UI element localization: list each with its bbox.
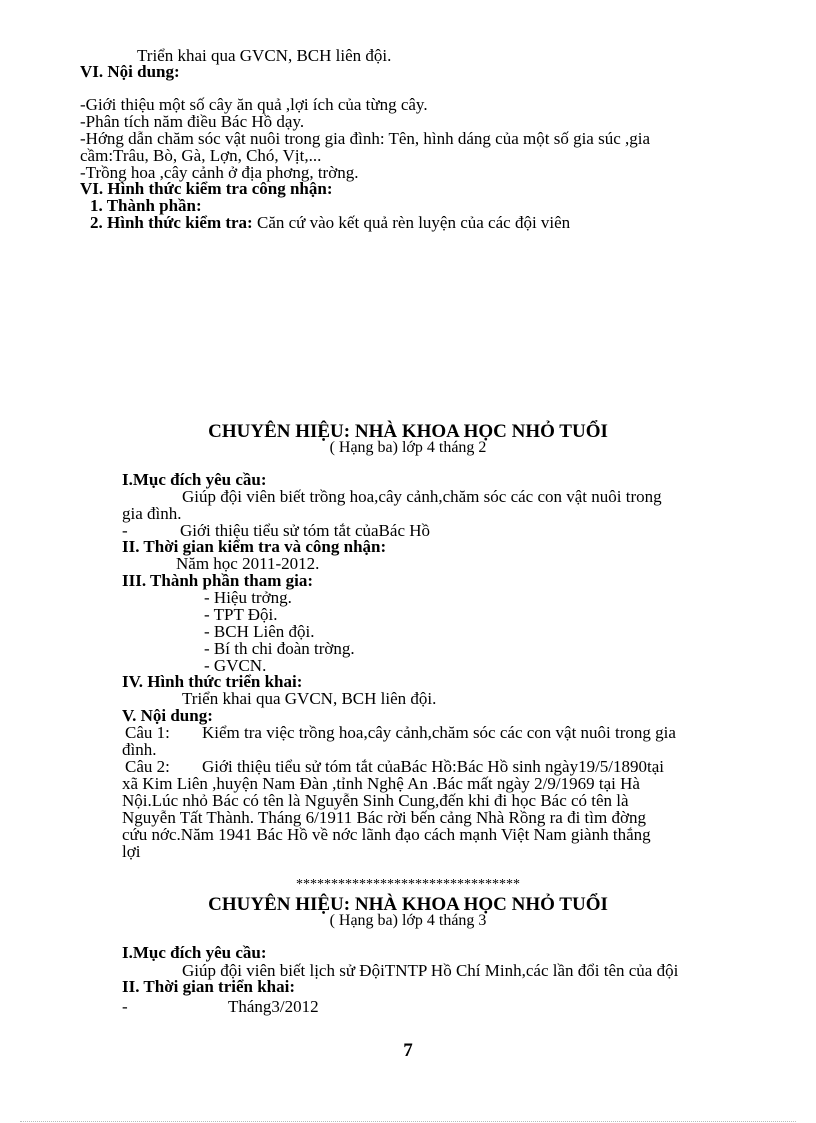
form-heading: VI. Hình thức kiểm tra công nhận: xyxy=(80,179,333,198)
page-edge-divider xyxy=(20,1121,796,1122)
time-text: Tháng3/2012 xyxy=(228,997,319,1016)
question-line: xã Kim Liên ,huyện Nam Đàn ,tỉnh Nghệ An .Bác mất ngày 2/9/1969 tại Hà xyxy=(122,774,640,793)
purpose-line: Giới thiệu tiểu sử tóm tắt củaBác Hồ xyxy=(180,521,431,540)
content-heading: VI. Nội dung: xyxy=(80,62,180,81)
content-item: -Giới thiệu một số cây ăn quả ,lợi ích của từng cây. xyxy=(80,95,428,114)
participant-item: - GVCN. xyxy=(204,656,267,675)
deploy-heading: IV. Hình thức triển khai: xyxy=(122,672,303,691)
participant-item: - TPT Đội. xyxy=(204,605,278,624)
content-item: cầm:Trâu, Bò, Gà, Lợn, Chó, Vịt,... xyxy=(80,146,322,165)
content-item: -Phân tích năm điều Bác Hồ dạy. xyxy=(80,112,305,131)
page-number: 7 xyxy=(403,1040,413,1061)
question-line: Giới thiệu tiểu sử tóm tắt củaBác Hồ:Bác Hồ sinh ngày19/5/1890tại xyxy=(202,757,665,776)
time-text: Năm học 2011-2012. xyxy=(176,554,320,573)
method-label: 2. Hình thức kiểm tra: xyxy=(90,213,253,232)
method-text: Căn cứ vào kết quả rèn luyện của các đội viên xyxy=(252,213,571,232)
question-line: đình. xyxy=(122,740,157,759)
participant-item: - BCH Liên đội. xyxy=(204,622,315,641)
purpose-line: gia đình. xyxy=(122,504,182,523)
question-line: cứu nớc.Năm 1941 Bác Hồ về nớc lãnh đạo cách mạnh Việt Nam giành thắng xyxy=(122,825,651,844)
components-label: 1. Thành phần: xyxy=(90,196,202,215)
question-line: Kiểm tra việc trồng hoa,cây cảnh,chăm sóc các con vật nuôi trong gia xyxy=(202,723,676,742)
section-title: CHUYÊN HIỆU: NHÀ KHOA HỌC NHỎ TUỔI xyxy=(208,894,608,915)
purpose-line: Giúp đội viên biết lịch sử ĐộiTNTP Hồ Chí Minh,các lần đổi tên của đội xyxy=(182,961,679,980)
participants-heading: III. Thành phần tham gia: xyxy=(122,571,314,590)
content-item: -Trồng hoa ,cây cảnh ở địa phơng, trờng. xyxy=(80,163,359,182)
question-line: Nội.Lúc nhỏ Bác có tên là Nguyễn Sinh Cung,đến khi đi học Bác có tên là xyxy=(122,791,629,810)
deploy-text: Triển khai qua GVCN, BCH liên đội. xyxy=(182,689,437,708)
purpose-heading: I.Mục đích yêu cầu: xyxy=(122,943,267,962)
deploy-line: Triển khai qua GVCN, BCH liên đội. xyxy=(137,46,392,65)
participant-item: - Bí th chi đoàn trờng. xyxy=(204,639,355,658)
time-heading: II. Thời gian triển khai: xyxy=(122,977,296,996)
purpose-heading: I.Mục đích yêu cầu: xyxy=(122,470,267,489)
question-line: lợi xyxy=(122,842,141,861)
time-dash: - xyxy=(122,997,128,1016)
purpose-line: Giúp đội viên biết trồng hoa,cây cảnh,chăm sóc các con vật nuôi trong xyxy=(182,487,662,506)
purpose-dash: - xyxy=(122,521,128,540)
question-label: Câu 1: xyxy=(125,723,170,742)
question-label: Câu 2: xyxy=(125,757,170,776)
time-heading: II. Thời gian kiểm tra và công nhận: xyxy=(122,537,387,556)
section-title: CHUYÊN HIỆU: NHÀ KHOA HỌC NHỎ TUỔI xyxy=(208,421,608,442)
content-heading: V. Nội dung: xyxy=(122,706,213,725)
method-line xyxy=(90,214,570,232)
question-line: Nguyễn Tất Thành. Tháng 6/1911 Bác rời bến cảng Nhà Rồng ra đi tìm đờng xyxy=(122,808,646,827)
star-separator: ******************************** xyxy=(296,877,520,892)
section-subtitle: ( Hạng ba) lớp 4 tháng 2 xyxy=(329,439,487,456)
content-item: -Hớng dẫn chăm sóc vật nuôi trong gia đình: Tên, hình dáng của một số gia súc ,gia xyxy=(80,129,651,148)
section-subtitle: ( Hạng ba) lớp 4 tháng 3 xyxy=(329,912,487,929)
participant-item: - Hiệu trởng. xyxy=(204,588,292,607)
